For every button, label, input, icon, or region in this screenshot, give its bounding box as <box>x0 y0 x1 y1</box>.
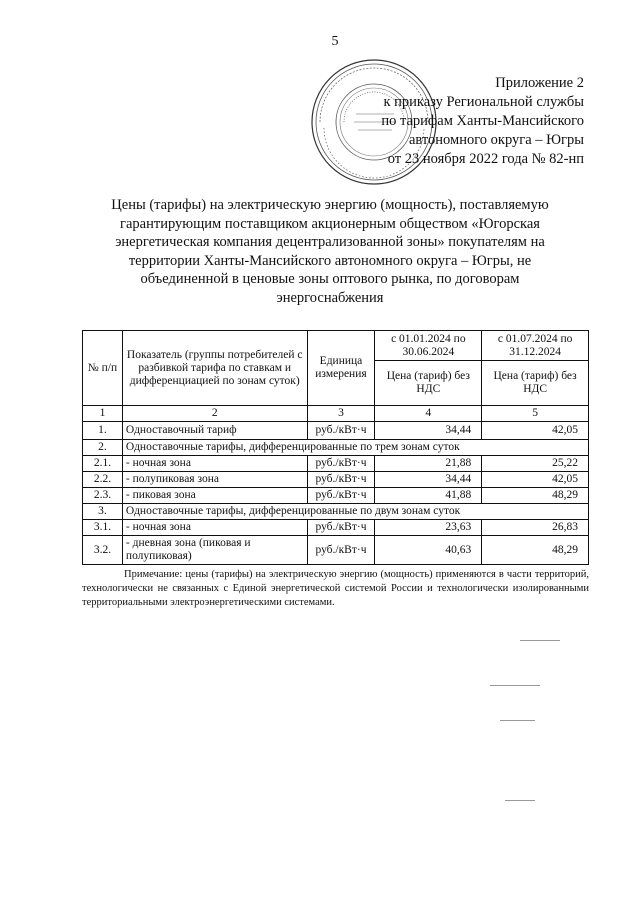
row-unit: руб./кВт·ч <box>307 456 375 472</box>
row-value-1: 40,63 <box>375 536 482 565</box>
title-line: энергетическая компания децентрализованной зоны» покупателям на <box>115 234 545 250</box>
title-line: энергоснабжения <box>276 289 384 306</box>
row-name: - ночная зона <box>122 520 307 536</box>
row-unit: руб./кВт·ч <box>307 472 375 488</box>
section-title: Одноставочные тарифы, дифференцированные по двум зонам суток <box>122 504 588 520</box>
table-header-row <box>83 331 589 361</box>
scan-artifact <box>520 640 560 641</box>
row-num: 3.1. <box>83 520 123 536</box>
row-num: 2. <box>83 440 123 456</box>
note-text: Примечание: цены (тарифы) на электрическую энергию (мощность) применяются в части территорий, технологически не связанных с Единой энергетической системой России и технологически изолированными территориальными электроэнергетическими системами. <box>82 569 589 608</box>
index-cell: 1 <box>83 406 123 422</box>
header-period-1: с 01.01.2024 по 30.06.2024 <box>375 331 482 361</box>
row-name: Одноставочный тариф <box>122 422 307 440</box>
table-row <box>83 520 589 536</box>
row-num: 2.3. <box>83 488 123 504</box>
row-value-1: 21,88 <box>375 456 482 472</box>
index-cell: 3 <box>307 406 375 422</box>
row-value-2: 42,05 <box>482 422 589 440</box>
section-title: Одноставочные тарифы, дифференцированные по трем зонам суток <box>122 440 588 456</box>
tariff-table <box>82 330 589 565</box>
header-num: № п/п <box>83 331 123 406</box>
table-row <box>83 488 589 504</box>
row-value-2: 25,22 <box>482 456 589 472</box>
table-row <box>83 536 589 565</box>
appendix-line: автономного округа – Югры <box>408 132 584 148</box>
table-row <box>83 456 589 472</box>
row-num: 1. <box>83 422 123 440</box>
title-line: Цены (тарифы) на электрическую энергию (мощность), поставляемую <box>111 197 549 213</box>
row-num: 2.1. <box>83 456 123 472</box>
page-number: 5 <box>331 34 339 49</box>
row-name: - пиковая зона <box>122 488 307 504</box>
title-line: объединенной в ценовые зоны оптового рынка, по договорам <box>140 271 520 287</box>
row-num: 2.2. <box>83 472 123 488</box>
row-value-1: 23,63 <box>375 520 482 536</box>
index-cell: 2 <box>122 406 307 422</box>
appendix-line: к приказу Региональной службы <box>383 94 584 110</box>
table-row <box>83 472 589 488</box>
row-value-1: 34,44 <box>375 422 482 440</box>
title-line: территории Ханты-Мансийского автономного округа – Югры, не <box>128 252 532 269</box>
table-index-row <box>83 406 589 422</box>
appendix-line: по тарифам Ханты-Мансийского <box>381 113 584 129</box>
header-period-2: с 01.07.2024 по 31.12.2024 <box>482 331 589 361</box>
document-title <box>80 196 580 307</box>
row-value-2: 48,29 <box>482 488 589 504</box>
scan-artifact <box>490 685 540 686</box>
table-row <box>83 422 589 440</box>
appendix-line: от 23 ноября 2022 года № 82-нп <box>387 151 584 167</box>
header-unit: Единица измерения <box>307 331 375 406</box>
row-value-2: 42,05 <box>482 472 589 488</box>
index-cell: 4 <box>375 406 482 422</box>
row-name: - дневная зона (пиковая и полупиковая) <box>122 536 307 565</box>
appendix-reference <box>381 74 584 169</box>
row-num: 3. <box>83 504 123 520</box>
index-cell: 5 <box>482 406 589 422</box>
row-unit: руб./кВт·ч <box>307 520 375 536</box>
row-value-1: 41,88 <box>375 488 482 504</box>
appendix-line: Приложение 2 <box>495 75 584 91</box>
row-unit: руб./кВт·ч <box>307 422 375 440</box>
row-name: - полупиковая зона <box>122 472 307 488</box>
table-section-row <box>83 440 589 456</box>
header-price-1: Цена (тариф) без НДС <box>375 361 482 406</box>
row-name: - ночная зона <box>122 456 307 472</box>
row-value-2: 48,29 <box>482 536 589 565</box>
row-value-1: 34,44 <box>375 472 482 488</box>
row-unit: руб./кВт·ч <box>307 536 375 565</box>
scan-artifact <box>500 720 535 721</box>
scan-artifact <box>505 800 535 801</box>
row-value-2: 26,83 <box>482 520 589 536</box>
table-section-row <box>83 504 589 520</box>
table-note <box>82 568 589 610</box>
title-line: гарантирующим поставщиком акционерным обществом «Югорская <box>120 215 540 232</box>
header-indicator: Показатель (группы потребителей с разбивкой тарифа по ставкам и дифференциацией по зонам суток) <box>122 331 307 406</box>
row-num: 3.2. <box>83 536 123 565</box>
header-price-2: Цена (тариф) без НДС <box>482 361 589 406</box>
row-unit: руб./кВт·ч <box>307 488 375 504</box>
